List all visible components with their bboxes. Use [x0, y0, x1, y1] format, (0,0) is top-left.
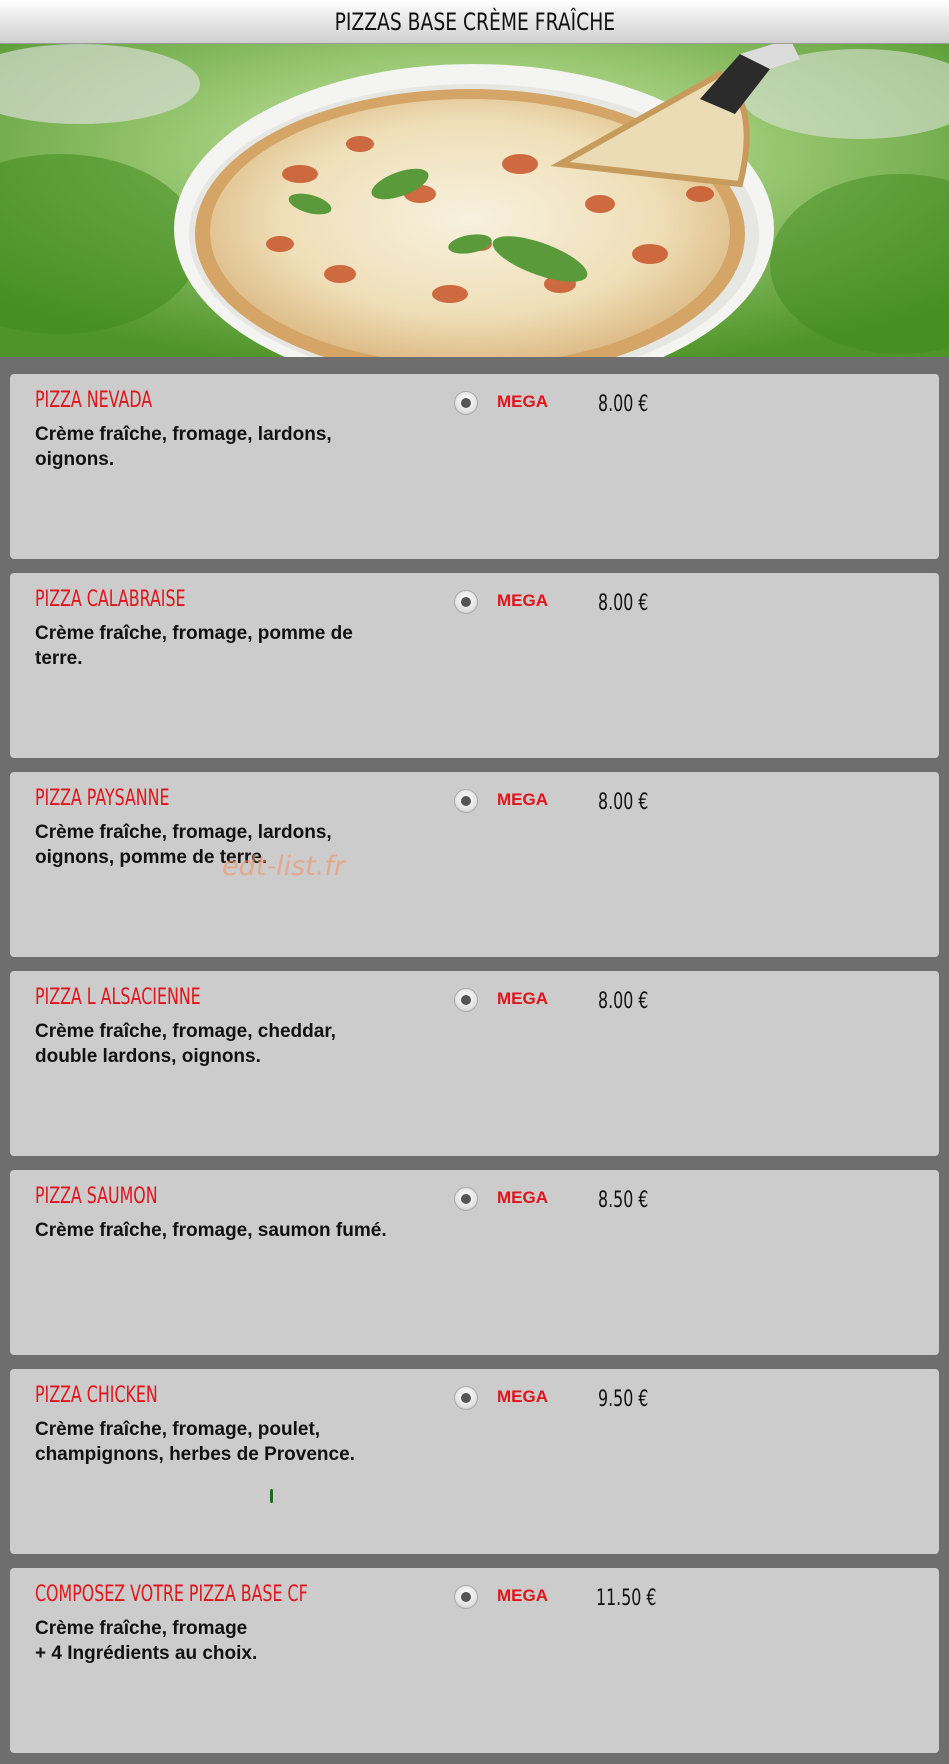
- radio-selected-dot: [461, 796, 471, 806]
- size-radio[interactable]: [454, 1585, 478, 1609]
- pizza-name: PIZZA CHICKEN: [35, 1383, 158, 1408]
- pizza-description-line: double lardons, oignons.: [35, 1046, 261, 1067]
- size-label[interactable]: MEGA: [497, 1188, 548, 1207]
- menu-item-card: [10, 772, 939, 957]
- pizza-description-line: oignons.: [35, 449, 115, 470]
- pizza-description-line: champignons, herbes de Provence.: [35, 1444, 355, 1465]
- price: 8.00 €: [598, 989, 649, 1014]
- size-radio[interactable]: [454, 1386, 478, 1410]
- radio-selected-dot: [461, 398, 471, 408]
- decorative-mark: [270, 1489, 273, 1503]
- size-radio[interactable]: [454, 590, 478, 614]
- pizza-description-line: Crème fraîche, fromage, saumon fumé.: [35, 1220, 387, 1241]
- price: 8.00 €: [598, 591, 649, 616]
- menu-item-card: [10, 1369, 939, 1554]
- page-title: PIZZAS BASE CRÈME FRAÎCHE: [334, 7, 615, 36]
- pizza-description: [35, 820, 405, 870]
- pizza-description-line: Crème fraîche, fromage, cheddar,: [35, 1021, 336, 1042]
- radio-selected-dot: [461, 1592, 471, 1602]
- pizza-description-line: terre.: [35, 648, 83, 669]
- price: 8.00 €: [598, 392, 649, 417]
- pizza-description: [35, 1218, 455, 1243]
- size-label[interactable]: MEGA: [497, 1387, 548, 1406]
- hero-pizza-image: [0, 44, 949, 357]
- page-header: [0, 0, 949, 44]
- radio-selected-dot: [461, 995, 471, 1005]
- pizza-name: COMPOSEZ VOTRE PIZZA BASE CF: [35, 1582, 308, 1607]
- pizza-description: [35, 1616, 405, 1666]
- pizza-name: PIZZA NEVADA: [35, 388, 153, 413]
- size-label[interactable]: MEGA: [497, 989, 548, 1008]
- price: 9.50 €: [598, 1387, 649, 1412]
- radio-selected-dot: [461, 1194, 471, 1204]
- pizza-description: [35, 621, 405, 671]
- pizza-photo: [0, 44, 949, 357]
- size-radio[interactable]: [454, 789, 478, 813]
- size-label[interactable]: MEGA: [497, 591, 548, 610]
- pizza-description-line: oignons, pomme de terre.: [35, 847, 268, 868]
- pizza-description: [35, 1019, 405, 1069]
- radio-selected-dot: [461, 1393, 471, 1403]
- pizza-name: PIZZA SAUMON: [35, 1184, 158, 1209]
- watermark: edt-list.fr: [222, 851, 345, 882]
- price: 11.50 €: [596, 1586, 657, 1611]
- size-label[interactable]: MEGA: [497, 1586, 548, 1605]
- size-radio[interactable]: [454, 1187, 478, 1211]
- menu-item-card: [10, 1170, 939, 1355]
- price: 8.50 €: [598, 1188, 649, 1213]
- pizza-description-line: Crème fraîche, fromage, lardons,: [35, 424, 332, 445]
- menu-item-card: [10, 1568, 939, 1753]
- size-label[interactable]: MEGA: [497, 392, 548, 411]
- size-radio[interactable]: [454, 988, 478, 1012]
- pizza-description-line: Crème fraîche, fromage, pomme de: [35, 623, 353, 644]
- pizza-description: [35, 422, 405, 472]
- price: 8.00 €: [598, 790, 649, 815]
- size-radio[interactable]: [454, 391, 478, 415]
- size-label[interactable]: MEGA: [497, 790, 548, 809]
- pizza-name: PIZZA PAYSANNE: [35, 786, 170, 811]
- pizza-name: PIZZA CALABRAISE: [35, 587, 186, 612]
- pizza-description: [35, 1417, 405, 1467]
- pizza-description-line: + 4 Ingrédients au choix.: [35, 1643, 258, 1664]
- menu-item-card: [10, 374, 939, 559]
- pizza-description-line: Crème fraîche, fromage, lardons,: [35, 822, 332, 843]
- pizza-description-line: Crème fraîche, fromage, poulet,: [35, 1419, 321, 1440]
- menu-item-card: [10, 573, 939, 758]
- radio-selected-dot: [461, 597, 471, 607]
- pizza-name: PIZZA L ALSACIENNE: [35, 985, 201, 1010]
- pizza-description-line: Crème fraîche, fromage: [35, 1618, 248, 1639]
- menu-item-card: [10, 971, 939, 1156]
